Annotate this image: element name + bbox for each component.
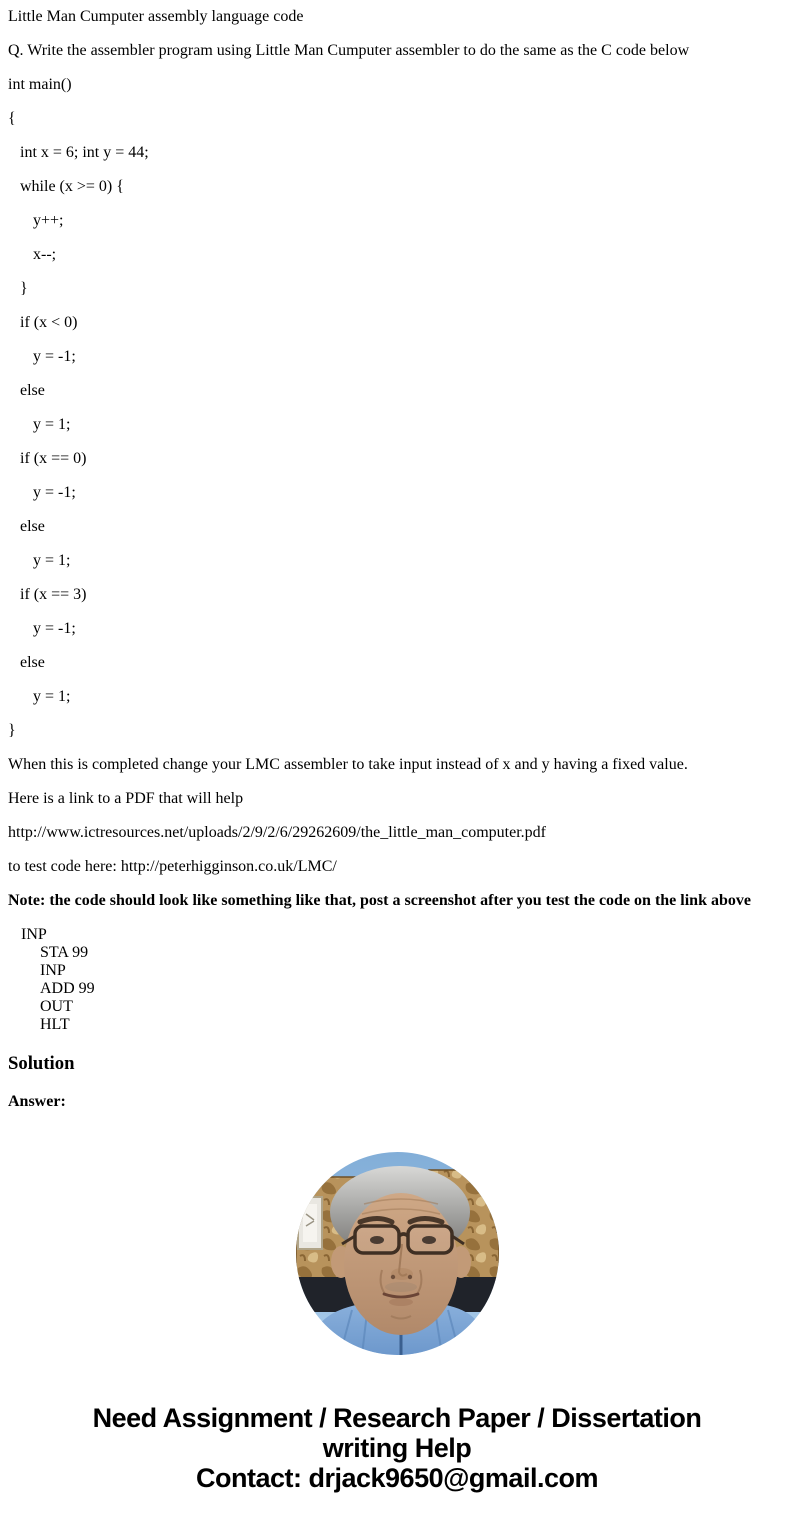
lmc-code-line: ADD 99 [40, 980, 95, 997]
tutor-photo-illustration [296, 1152, 499, 1355]
footer-line: writing Help [322, 1433, 472, 1463]
avatar-face [344, 1193, 458, 1335]
avatar-glasses-bridge [399, 1234, 408, 1236]
answer-label: Answer: [8, 1093, 66, 1110]
pdf-url-text: http://www.ictresources.net/uploads/2/9/2/6/29262609/the_little_man_computer.pdf [8, 824, 546, 841]
pdf-help-intro: Here is a link to a PDF that will help [8, 790, 244, 807]
lmc-code-line: STA 99 [40, 944, 89, 961]
footer-banner [8, 1403, 786, 1493]
lmc-code-line: INP [40, 962, 66, 979]
c-code-line: { [8, 110, 16, 127]
c-code-line: } [20, 280, 28, 297]
c-code-line: if (x < 0) [20, 314, 78, 331]
lmc-code-line: HLT [40, 1016, 70, 1033]
contact-email-line: Contact: drjack9650@gmail.com [196, 1463, 598, 1493]
c-code-line: y = 1; [33, 552, 71, 569]
avatar-glasses-right-lens [408, 1226, 452, 1253]
c-code-line: x--; [33, 246, 57, 263]
note-text: Note: the code should look like something like that, post a screenshot after you test the code on the link above [8, 892, 751, 909]
avatar-lower-lip [389, 1298, 413, 1306]
c-code-line: y++; [33, 212, 64, 229]
test-link-text: to test code here: http://peterhigginson.co.uk/LMC/ [8, 858, 337, 875]
avatar-mustache-shadow [385, 1282, 417, 1292]
c-code-line: y = -1; [33, 620, 76, 637]
question-text: Q. Write the assembler program using Little Man Cumputer assembler to do the same as the C code below [8, 42, 690, 59]
lmc-code-line: INP [21, 926, 47, 943]
c-code-line: else [20, 654, 45, 671]
lmc-code-block [8, 926, 786, 1034]
c-code-line: y = -1; [33, 348, 76, 365]
document-body [8, 8, 786, 1493]
page-title: Little Man Cumputer assembly language code [8, 8, 304, 25]
completion-note: When this is completed change your LMC assembler to take input instead of x and y having a fixed value. [8, 756, 688, 773]
avatar-glasses-left-lens [355, 1226, 399, 1253]
tutor-photo [296, 1152, 499, 1355]
lmc-code-line: OUT [40, 998, 73, 1015]
c-code-line: int x = 6; int y = 44; [20, 144, 149, 161]
c-code-line: if (x == 3) [20, 586, 87, 603]
c-code-line: if (x == 0) [20, 450, 87, 467]
c-code-line: y = -1; [33, 484, 76, 501]
c-code-line: } [8, 722, 16, 739]
c-code-line: while (x >= 0) { [20, 178, 124, 195]
c-code-line: int main() [8, 76, 72, 93]
c-code-line: y = 1; [33, 688, 71, 705]
footer-line: Need Assignment / Research Paper / Dissertation [92, 1403, 702, 1433]
c-code-line: else [20, 382, 45, 399]
c-code-line: else [20, 518, 45, 535]
c-code-line: y = 1; [33, 416, 71, 433]
solution-heading: Solution [8, 1053, 75, 1074]
